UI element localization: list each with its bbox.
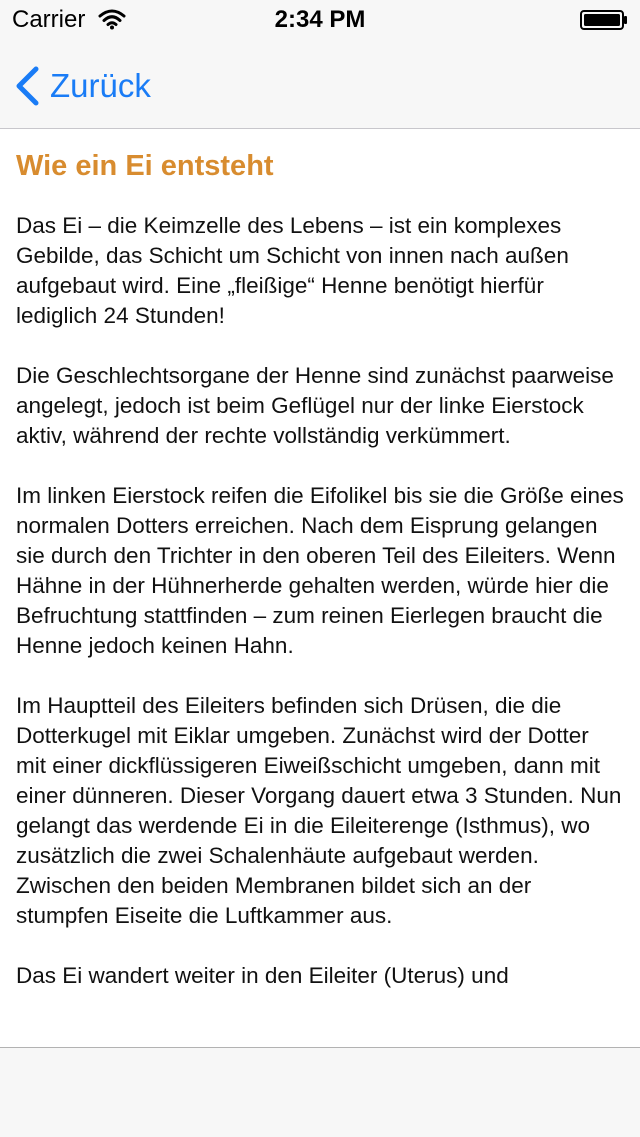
article-paragraph: Die Geschlechtsorgane der Henne sind zunächst paarweise angelegt, jedoch ist beim Geflügel nur der linke Eierstock aktiv, während der rechte vollständig verkümmert.	[16, 363, 614, 448]
article-paragraph: Das Ei – die Keimzelle des Lebens – ist ein komplexes Gebilde, das Schicht um Schicht von innen nach außen aufgebaut wird. Eine „fleißige“ Henne benötigt hierfür lediglich 24 Stunden!	[16, 213, 569, 328]
bottom-toolbar	[0, 1047, 640, 1137]
status-bar	[0, 0, 640, 40]
article-paragraph: Im Hauptteil des Eileiters befinden sich Drüsen, die die Dotterkugel mit Eiklar umgeben. Zunächst wird der Dotter mit einer dickflüssigeren Eiweißschicht umgeben, dann mit einer dünneren. Dieser Vorgang dauert etwa 3 Stunden. Nun gelangt das werdende Ei in die Eileiterenge (Isthmus), wo zusätzlich die zwei Schalenhäute aufgebaut werden. Zwischen den beiden Membranen bildet sich an der stumpfen Eiseite die Luftkammer aus.	[16, 693, 622, 928]
battery-icon	[580, 10, 628, 30]
back-button[interactable]	[14, 64, 151, 108]
article-title: Wie ein Ei entsteht	[16, 150, 274, 182]
article-paragraph: Das Ei wandert weiter in den Eileiter (Uterus) und	[16, 963, 509, 988]
carrier-label: Carrier	[12, 6, 86, 33]
navigation-bar	[0, 40, 640, 129]
article-scroll-view[interactable]	[0, 129, 640, 1047]
article	[0, 129, 640, 991]
back-button-label: Zurück	[50, 67, 151, 104]
status-time: 2:34 PM	[274, 6, 366, 33]
article-paragraph: Im linken Eierstock reifen die Eifolikel bis sie die Größe eines normalen Dotters erreichen. Nach dem Eisprung gelangen sie durch den Trichter in den oberen Teil des Eileiters. Wenn Hähne in der Hühnerherde gehalten werden, würde hier die Befruchtung stattfinden – zum reinen Eierlegen braucht die Henne jedoch keinen Hahn.	[16, 483, 624, 658]
chevron-left-icon	[14, 66, 40, 106]
